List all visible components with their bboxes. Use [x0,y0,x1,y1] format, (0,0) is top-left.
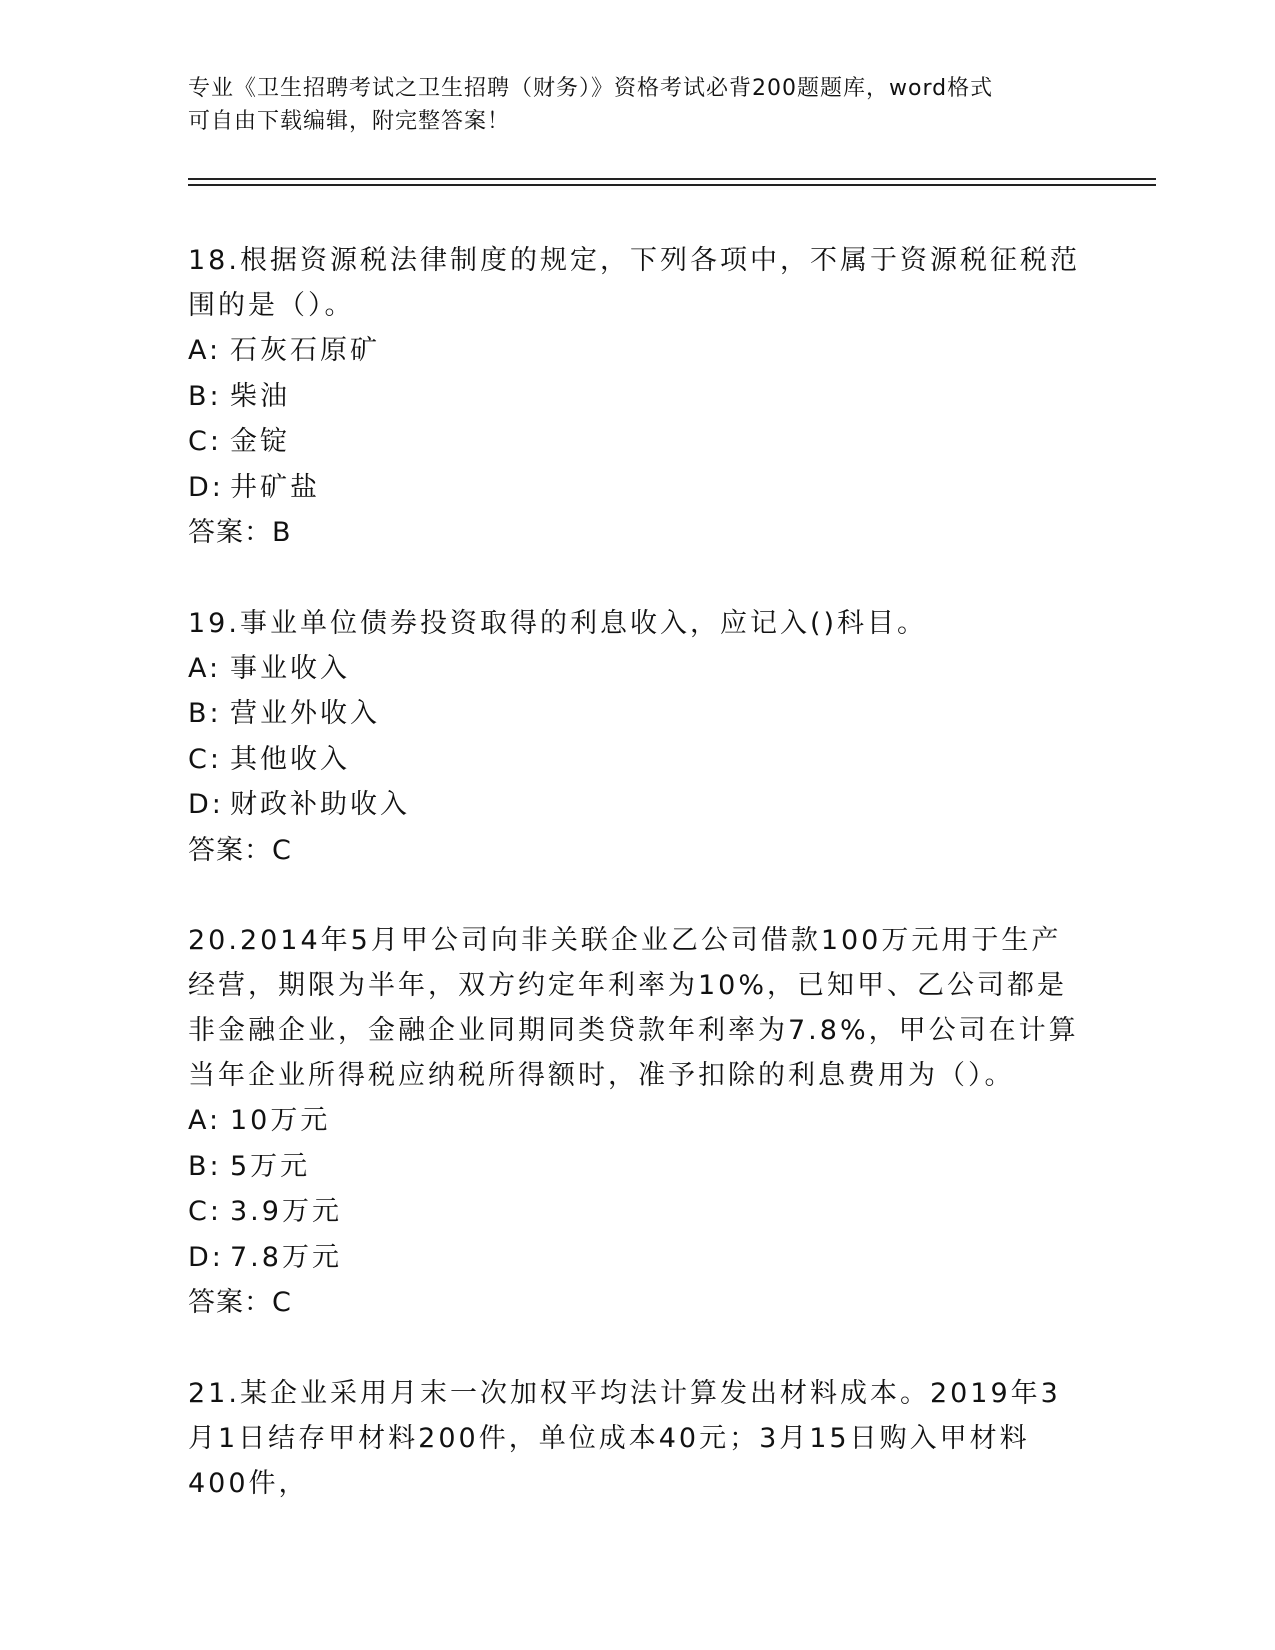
option-text: 5万元 [230,1150,311,1182]
option-c [188,737,1088,783]
option-letter: C: [188,426,222,457]
header-line-2: 可自由下载编辑，附完整答案！ [188,109,511,134]
option-text: 金锭 [230,426,290,457]
option-letter: D: [188,789,224,820]
question-stem: 21.某企业采用月末一次加权平均法计算发出材料成本。2019年3月1日结存甲材料200件，单位成本40元；3月15日购入甲材料400件， [188,1377,1061,1499]
question-18 [188,238,1088,556]
option-letter: A: [188,652,222,684]
option-a [188,328,1088,374]
option-letter: B: [188,1150,222,1182]
option-d [188,465,1088,511]
option-text: 7.8万元 [230,1241,342,1273]
option-letter: D: [188,471,224,503]
option-letter: C: [188,743,222,775]
option-d [188,782,1088,828]
question-stem: 19.事业单位债券投资取得的利息收入，应记入()科目。 [188,607,928,639]
option-b [188,1144,1088,1190]
option-text: 井矿盐 [230,471,320,503]
question-20 [188,918,1088,1326]
answer-line: 答案：B [188,517,292,548]
header-divider-top [188,178,1156,180]
option-letter: A: [188,335,222,366]
option-b [188,691,1088,737]
option-d [188,1235,1088,1281]
option-c [188,419,1088,465]
option-a [188,1098,1088,1144]
option-b [188,374,1088,420]
option-c [188,1189,1088,1235]
question-stem: 18.根据资源税法律制度的规定，下列各项中，不属于资源税征税范围的是（）。 [188,245,1080,321]
option-letter: A: [188,1105,222,1136]
option-text: 财政补助收入 [230,789,410,820]
option-text: 石灰石原矿 [230,335,380,366]
question-stem: 20.2014年5月甲公司向非关联企业乙公司借款100万元用于生产经营，期限为半年，双方约定年利率为10%，已知甲、乙公司都是非金融企业，金融企业同期同类贷款年利率为7.8%，甲公司在计算当年企业所得税应纳税所得额时，准予扣除的利息费用为（）。 [188,925,1079,1091]
answer-line: 答案：C [188,1287,292,1318]
option-letter: D: [188,1241,224,1273]
option-text: 营业外收入 [230,698,380,729]
option-text: 10万元 [230,1105,331,1136]
question-21 [188,1371,1088,1506]
option-text: 3.9万元 [230,1196,342,1227]
question-19 [188,601,1088,874]
header-line-1: 专业《卫生招聘考试之卫生招聘（财务）》资格考试必背200题题库，word格式 [188,76,994,101]
option-text: 柴油 [230,380,290,412]
option-a [188,646,1088,692]
header-divider-bottom [188,184,1156,186]
option-letter: B: [188,380,222,412]
answer-line: 答案：C [188,834,292,866]
option-text: 其他收入 [230,743,350,775]
option-letter: B: [188,698,222,729]
question-list [188,238,1088,1551]
document-header [188,72,1068,138]
option-text: 事业收入 [230,652,350,684]
option-letter: C: [188,1196,222,1227]
